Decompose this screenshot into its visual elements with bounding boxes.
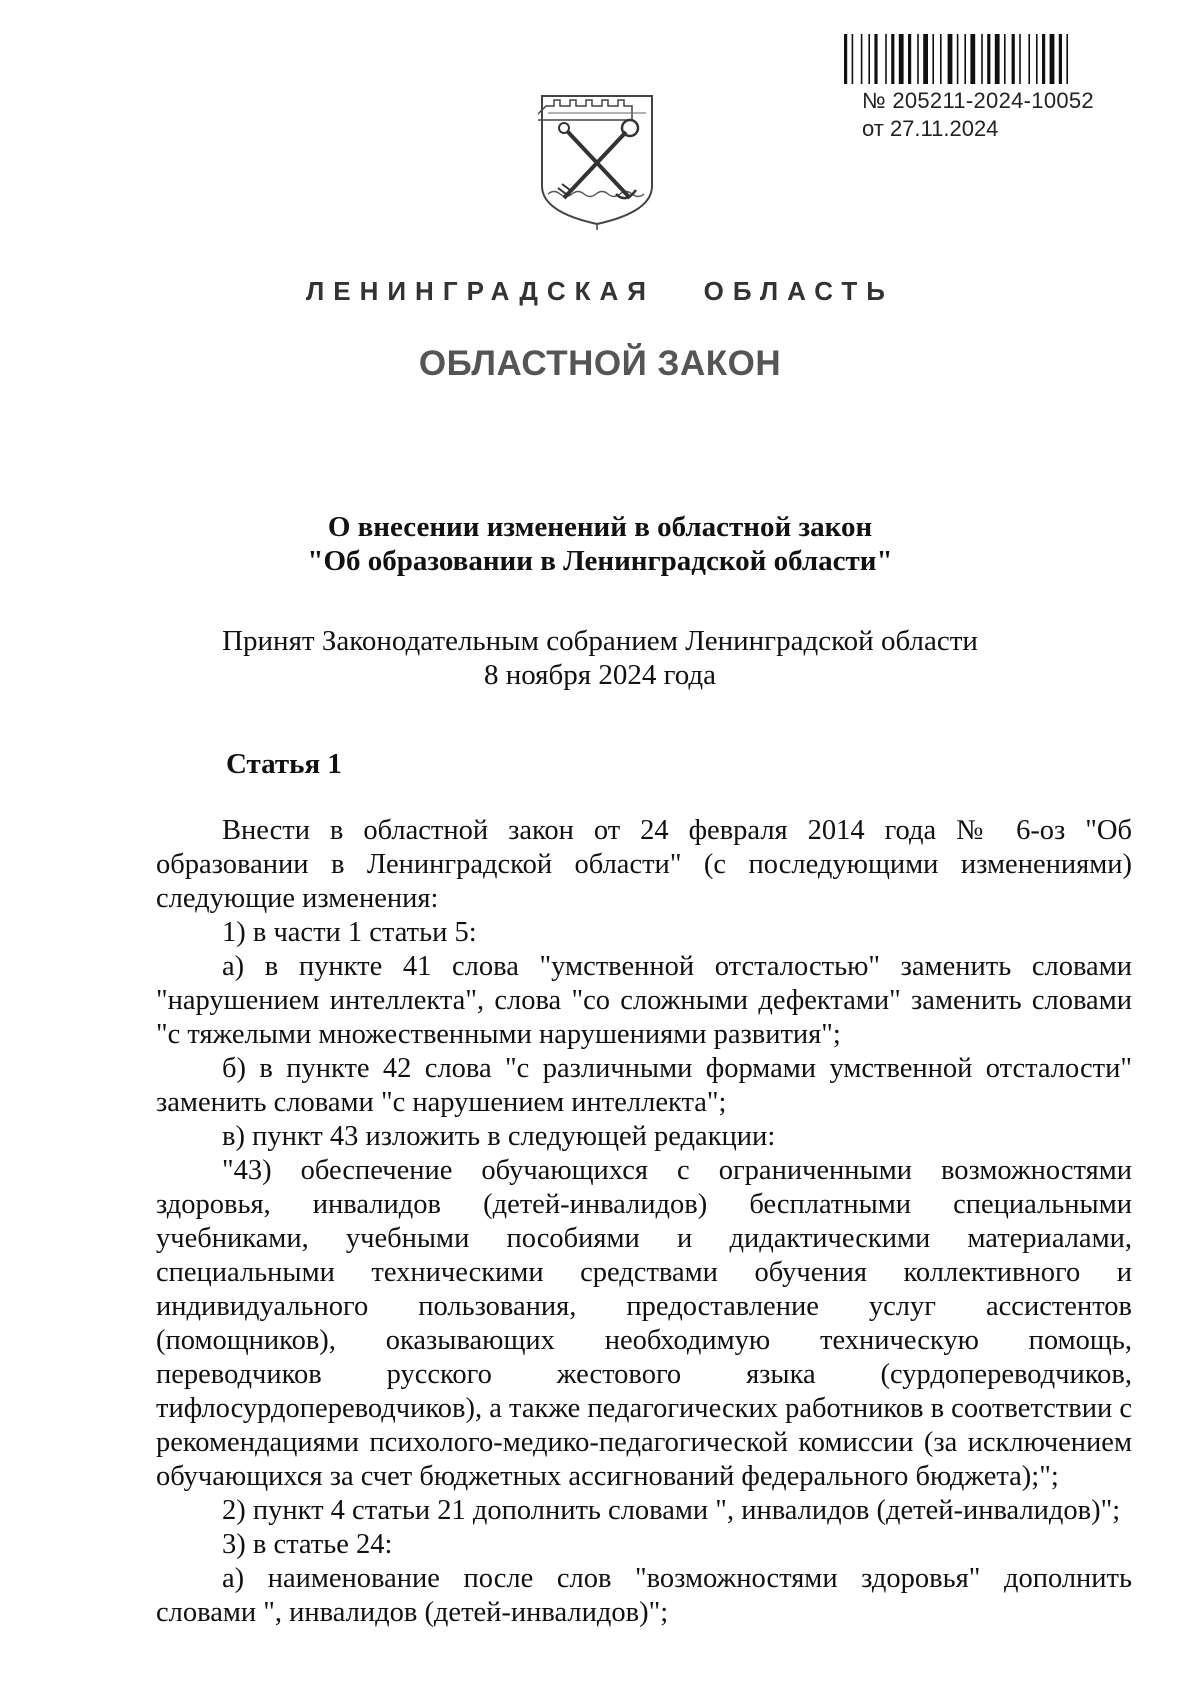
paragraph: 2) пункт 4 статьи 21 дополнить словами ", инвалидов (детей-инвалидов)"; <box>222 1495 1121 1526</box>
barcode-bar <box>1066 34 1068 84</box>
leningrad-oblast-coat-of-arms-icon <box>538 90 656 230</box>
barcode-bar <box>995 34 1000 84</box>
barcode-bar <box>891 34 894 84</box>
article-heading: Статья 1 <box>226 748 342 780</box>
barcode-bar <box>874 34 877 84</box>
barcode-bar <box>932 34 934 84</box>
law-title-line: "Об образовании в Ленинградской области" <box>307 545 893 577</box>
barcode-bar <box>1036 34 1038 84</box>
paragraph: 3) в статье 24: <box>222 1529 393 1560</box>
registration-date: от 27.11.2024 <box>862 116 999 141</box>
barcode-bar <box>899 34 904 84</box>
barcode-bar <box>844 34 847 84</box>
paragraph: "43) обеспечение обучающихся с ограниченными возможностями здоровья, инвалидов (детей-инвалидов) бесплатными специальными учебниками, учебными пособиями и дидактическими материалами, специальными техническими средствами обучения коллективного и индивидуального пользования, предоставление услуг ассистентов (помощников), оказывающих необходимую техническую помощь, переводчиков русского жестового языка (сурдопереводчиков, тифлосурдопереводчиков), а также педагогических работников в соответствии с рекомендациями психолого-медико-педагогической комиссии (за исключением обучающихся за счет бюджетных ассигнований федерального бюджета);"; <box>156 1155 1132 1492</box>
barcode-bar <box>1012 34 1015 84</box>
adoption-note <box>0 624 1200 692</box>
barcode-bar <box>885 34 887 84</box>
barcode-bar <box>868 34 870 84</box>
barcode-bar <box>964 34 966 84</box>
barcode-bar <box>917 34 919 84</box>
barcode-bar <box>987 34 990 84</box>
barcode-bar <box>1059 34 1062 84</box>
barcode-icon <box>842 34 1098 84</box>
barcode-bar <box>940 34 942 84</box>
article-body <box>156 814 1132 1630</box>
adoption-date: 8 ноября 2024 года <box>483 659 717 691</box>
law-type-heading: ОБЛАСТНОЙ ЗАКОН <box>418 344 782 383</box>
adoption-body: Принят Законодательным собранием Ленинградской области <box>222 625 978 657</box>
paragraph: 1) в части 1 статьи 5: <box>222 917 477 948</box>
law-title-line: О внесении изменений в областной закон <box>327 511 873 543</box>
barcode-bar <box>1019 34 1021 84</box>
region-heading: ЛЕНИНГРАДСКАЯ ОБЛАСТЬ <box>306 276 894 306</box>
barcode-bar <box>981 34 983 84</box>
barcode-bar <box>861 34 863 84</box>
law-title <box>0 510 1200 578</box>
paragraph: а) наименование после слов "возможностями здоровья" дополнить словами ", инвалидов (детей-инвалидов)"; <box>156 1563 1132 1628</box>
paragraph: а) в пункте 41 слова "умственной отсталостью" заменить словами "нарушением интеллекта", слова "со сложными дефектами" заменить словами "с тяжелыми множественными нарушениями развития"; <box>156 951 1132 1050</box>
paragraph: б) в пункте 42 слова "с различными формами умственной отсталости" заменить словами "с нарушением интеллекта"; <box>156 1053 1132 1118</box>
barcode-bar <box>1042 34 1045 84</box>
barcode-bar <box>1050 34 1055 84</box>
barcode-bar <box>957 34 959 84</box>
barcode-bar <box>908 34 911 84</box>
paragraph: Внести в областной закон от 24 февраля 2014 года № 6-оз "Об образовании в Ленинградской области" (с последующими изменениями) следующие изменения: <box>156 815 1132 914</box>
registration-number: № 205211-2024-10052 <box>862 88 1094 113</box>
barcode-bar <box>1004 34 1006 84</box>
barcode-bar <box>948 34 953 84</box>
barcode-bar <box>923 34 928 84</box>
paragraph: в) пункт 43 изложить в следующей редакции: <box>222 1121 776 1152</box>
barcode-bar <box>852 34 854 84</box>
barcode-bar <box>970 34 975 84</box>
barcode-bar <box>1028 34 1030 84</box>
